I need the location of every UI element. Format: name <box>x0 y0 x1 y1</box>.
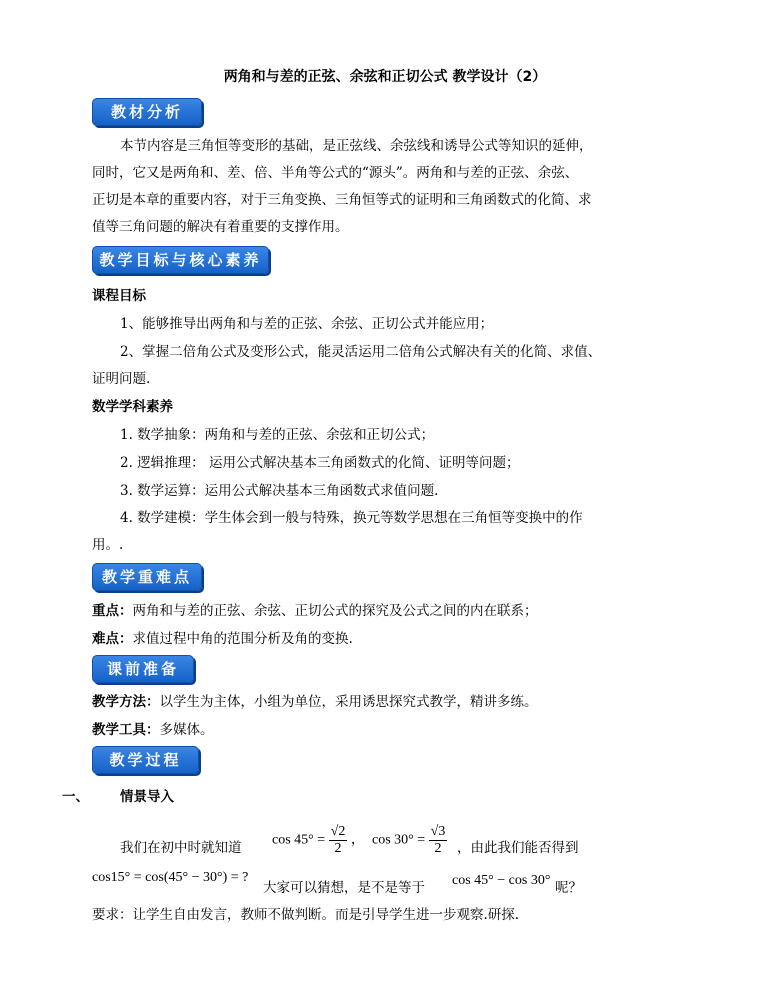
goal-item-2-cont: 证明问题. <box>92 371 151 387</box>
step-number: 一、 <box>62 789 89 805</box>
intro-tail: ，由此我们能否得到 <box>457 840 579 856</box>
literacy-item-4-cont: 用。. <box>92 537 124 553</box>
cos45-label: cos 45° = <box>272 832 326 848</box>
analysis-line-1: 本节内容是三角恒等变形的基础，是正弦线、余弦线和诱导公式等知识的延伸， <box>120 138 593 154</box>
method-text: 以学生为主体，小组为单位，采用诱思探究式教学，精讲多练。 <box>159 694 538 710</box>
literacy-heading: 数学学科素养 <box>92 399 173 415</box>
denominator-2a: 2 <box>334 841 342 856</box>
analysis-line-3: 正切是本章的重要内容，对于三角变换、三角恒等式的证明和三角函数式的化简、求 <box>92 192 592 208</box>
section-heading-analysis: 教材分析 <box>92 98 202 126</box>
analysis-line-2: 同时，它又是两角和、差、倍、半角等公式的“源头”。两角和与差的正弦、余弦、 <box>92 165 579 181</box>
section-heading-process: 教学过程 <box>92 746 199 774</box>
guess-text: 大家可以猜想，是不是等于 <box>263 880 425 896</box>
section-heading-key-points: 教学重难点 <box>92 563 202 591</box>
question-mark-text: 呢？ <box>555 880 582 896</box>
goal-item-2: 2、掌握二倍角公式及变形公式，能灵活运用二倍角公式解决有关的化简、求值、 <box>120 344 602 360</box>
section-heading-prep: 课前准备 <box>92 655 194 683</box>
literacy-item-2: 2. 逻辑推理： 运用公式解决基本三角函数式的化简、证明等问题； <box>120 455 520 471</box>
course-goals-heading: 课程目标 <box>92 288 146 304</box>
comma-1: ， <box>350 832 365 848</box>
formula-cos15: cos15° = cos(45° − 30°) = ? <box>92 870 249 885</box>
difficulty-label: 难点： <box>92 631 133 647</box>
method-label: 教学方法： <box>92 694 160 710</box>
step-title: 情景导入 <box>120 789 174 805</box>
method-line <box>92 690 538 710</box>
difficulty-line <box>92 627 353 647</box>
fraction-sqrt2-over-2 <box>329 824 348 857</box>
analysis-line-4: 值等三角问题的解决有着重要的支撑作用。 <box>92 219 349 235</box>
goal-item-1: 1、能够推导出两角和与差的正弦、余弦、正切公式并能应用； <box>120 316 494 332</box>
tool-text: 多媒体。 <box>159 722 214 738</box>
denominator-2b: 2 <box>434 841 442 856</box>
difficulty-text: 求值过程中角的范围分析及角的变换. <box>132 631 353 647</box>
sqrt3-numerator: √3 <box>430 824 446 839</box>
literacy-item-4: 4. 数学建模：学生体会到一般与特殊，换元等数学思想在三角恒等变换中的作 <box>120 510 583 526</box>
tool-label: 教学工具： <box>92 722 160 738</box>
document-title: 两角和与差的正弦、余弦和正切公式 教学设计（2） <box>223 69 547 85</box>
formula-difference: cos 45° − cos 30° <box>452 873 551 888</box>
key-point-label: 重点： <box>92 603 133 619</box>
formula-cos45 <box>272 824 365 857</box>
sqrt2-numerator: √2 <box>330 824 346 839</box>
tool-line <box>92 718 214 738</box>
section-heading-goals: 教学目标与核心素养 <box>92 246 269 274</box>
formula-cos30 <box>372 824 447 857</box>
cos30-label: cos 30° = <box>372 832 426 848</box>
fraction-sqrt3-over-2 <box>429 824 448 857</box>
intro-text: 我们在初中时就知道 <box>120 840 242 856</box>
literacy-item-1: 1. 数学抽象：两角和与差的正弦、余弦和正切公式； <box>120 427 435 443</box>
literacy-item-3: 3. 数学运算：运用公式解决基本三角函数式求值问题. <box>120 483 439 499</box>
key-point-line <box>92 599 538 619</box>
key-point-text: 两角和与差的正弦、余弦、正切公式的探究及公式之间的内在联系； <box>132 603 538 619</box>
requirement-text: 要求：让学生自由发言，教师不做判断。而是引导学生进一步观察.研探. <box>92 907 520 923</box>
